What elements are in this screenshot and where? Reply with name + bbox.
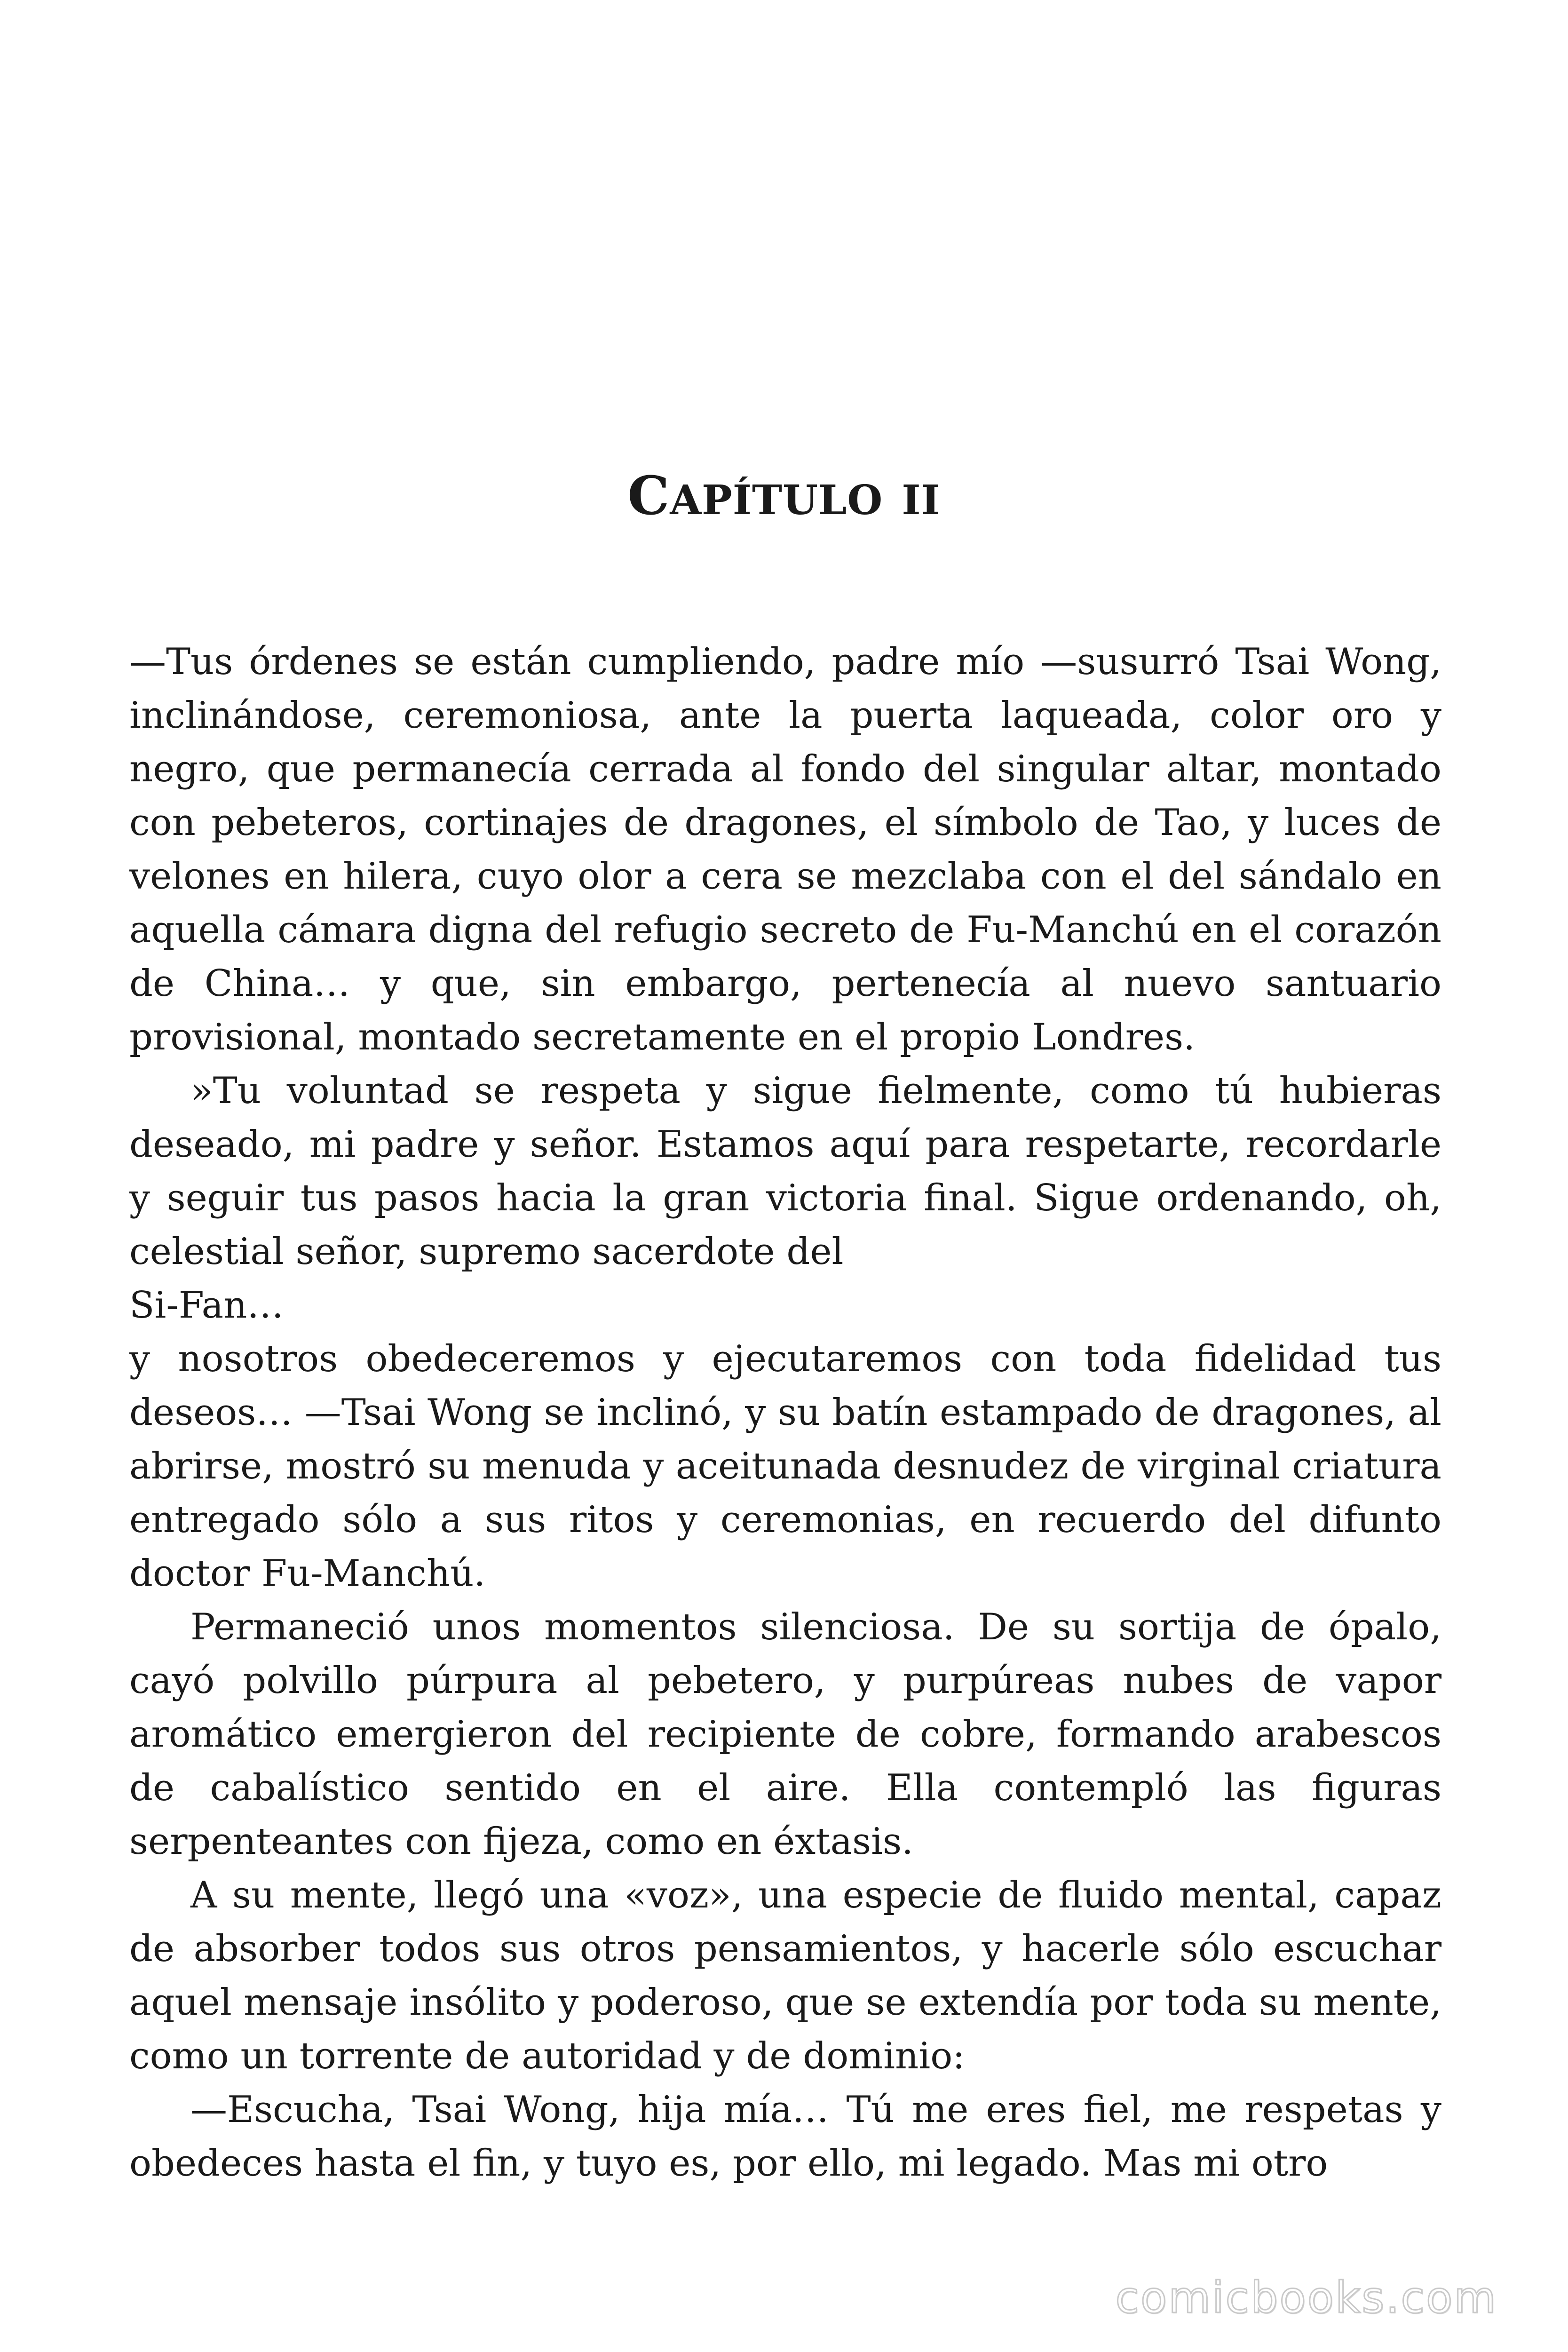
paragraph-2: »Tu voluntad se respeta y sigue fielmente, como tú hubieras deseado, mi padre y señor. Estamos aquí para respetarte, recordarle y seguir tus pasos hacia la gran victoria final. Sigue ordenando, oh, celestial señor, supremo sacerdote del bbox=[129, 1070, 1441, 1273]
paragraph-2-line-si-fan: Si-Fan… bbox=[129, 1284, 284, 1327]
chapter-body bbox=[129, 635, 1441, 2190]
paragraph-2-continuation: y nosotros obedeceremos y ejecutaremos con toda fidelidad tus deseos… —Tsai Wong se inclinó, y su batín estampado de dragones, al abrirse, mostró su menuda y aceitunada desnudez de virginal criatura entregado sólo a sus ritos y ceremonias, en recuerdo del difunto doctor Fu-Manchú. bbox=[129, 1338, 1441, 1595]
paragraph-5: —Escucha, Tsai Wong, hija mía… Tú me eres fiel, me respetas y obedeces hasta el fin, y tuyo es, por ello, mi legado. Mas mi otro bbox=[129, 2089, 1441, 2185]
chapter-number: II bbox=[902, 477, 941, 524]
source-watermark: comicbooks.com bbox=[1115, 2273, 1497, 2323]
paragraph-4: A su mente, llegó una «voz», una especie de fluido mental, capaz de absorber todos sus otros pensamientos, y hacerle sólo escuchar aquel mensaje insólito y poderoso, que se extendía por toda su mente, como un torrente de autoridad y de dominio: bbox=[129, 1874, 1441, 2077]
paragraph-1: —Tus órdenes se están cumpliendo, padre mío —susurró Tsai Wong, inclinándose, ceremoniosa, ante la puerta laqueada, color oro y negro, que permanecía cerrada al fondo del singular altar, montado con pebeteros, cortinajes de dragones, el símbolo de Tao, y luces de velones en hilera, cuyo olor a cera se mezclaba con el del sándalo en aquella cámara digna del refugio secreto de Fu-Manchú en el corazón de China… y que, sin embargo, pertenecía al nuevo santuario provisional, montado secretamente en el propio Londres. bbox=[129, 641, 1441, 1058]
chapter-title-initial: C bbox=[627, 465, 670, 527]
paragraph-3: Permaneció unos momentos silenciosa. De su sortija de ópalo, cayó polvillo púrpura al pebetero, y purpúreas nubes de vapor aromático emergieron del recipiente de cobre, formando arabescos de cabalístico sentido en el aire. Ella contempló las figuras serpenteantes con fijeza, como en éxtasis. bbox=[129, 1606, 1441, 1863]
chapter-title bbox=[0, 459, 1568, 538]
chapter-title-word: APÍTULO bbox=[670, 477, 883, 524]
